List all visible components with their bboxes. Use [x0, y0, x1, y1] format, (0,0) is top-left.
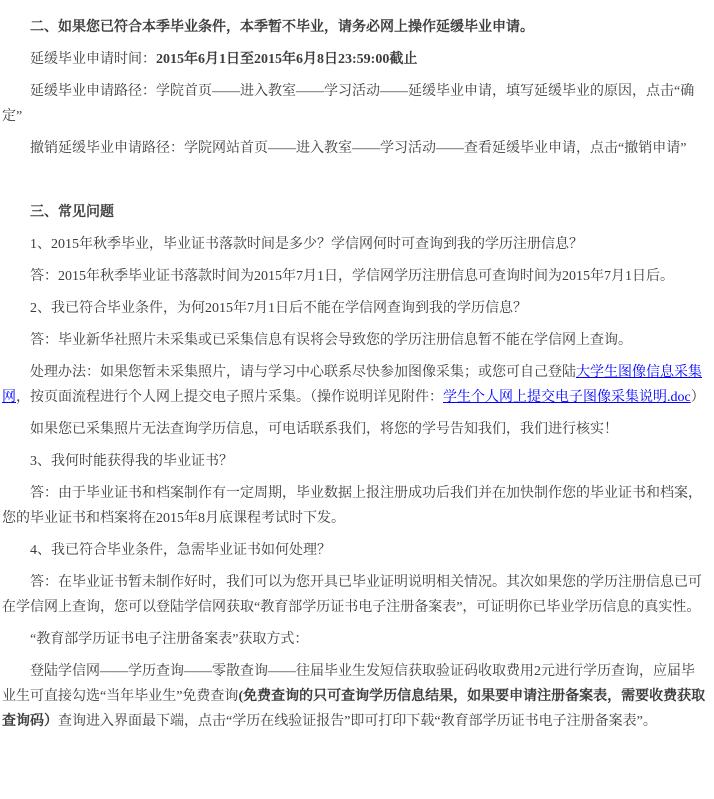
- faq-a2-solution-text: ）: [690, 390, 705, 405]
- faq-q3-text: 3、我何时能获得我的毕业证书？: [30, 454, 233, 469]
- section2-heading-text: 二、如果您已符合本季毕业条件，本季暂不毕业，请务必网上操作延缓毕业申请。: [30, 20, 534, 35]
- faq-q3: [2, 449, 708, 474]
- faq-q4: [2, 538, 708, 563]
- faq-a2-solution-text: 处理办法：如果您暂未采集照片，请与学习中心联系尽快参加图像采集；或您可自己登陆: [30, 365, 576, 380]
- section2-heading: [2, 15, 708, 40]
- record-form-method-detail-text: 查询进入界面最下端，点击“学历在线验证报告”即可打印下载“教育部学历证书电子注册备案表”。: [58, 714, 657, 729]
- faq-a4: [2, 570, 708, 620]
- faq-q4-text: 4、我已符合毕业条件，急需毕业证书如何处理？: [30, 543, 331, 558]
- faq-a2-text: 答：毕业新华社照片未采集或已采集信息有误将会导致您的学历注册信息暂不能在学信网上查询。: [30, 333, 632, 348]
- delay-cancel-path: [2, 136, 708, 161]
- faq-a2-note: [2, 417, 708, 442]
- faq-q2-text: 2、我已符合毕业条件，为何2015年7月1日后不能在学信网查询到我的学历信息？: [30, 301, 527, 316]
- faq-a3: [2, 481, 708, 531]
- image-collection-site-link[interactable]: 大学生图像信息采集网: [2, 365, 702, 405]
- delay-cancel-path-text: 撤销延缓毕业申请路径：学院网站首页——进入教室——学习活动——查看延缓毕业申请，点击“撤销申请”: [30, 141, 687, 156]
- faq-a4-text: 答：在毕业证书暂未制作好时，我们可以为您开具已毕业证明说明相关情况。其次如果您的学历注册信息已可在学信网上查询，您可以登陆学信网获取“教育部学历证书电子注册备案表”，可证明你已毕业学历信息的真实性。: [2, 575, 702, 615]
- faq-q1: [2, 232, 708, 257]
- spacer: [2, 168, 708, 193]
- faq-a1: [2, 264, 708, 289]
- record-form-method-heading: [2, 627, 708, 652]
- record-form-method-detail-text: 登陆学信网——学历查询——零散查询——往届毕业生发短信获取验证码收取费用2元进行学历查询，应届毕业生可直接勾选“当年毕业生”免费查询: [2, 664, 695, 704]
- delay-apply-time-text: 2015年6月1日至2015年6月8日23:59:00截止: [156, 52, 418, 67]
- section3-heading: [2, 200, 708, 225]
- faq-a2-note-text: 如果您已采集照片无法查询学历信息，可电话联系我们，将您的学号告知我们，我们进行核实！: [30, 422, 618, 437]
- attachment-doc-link[interactable]: 学生个人网上提交电子图像采集说明.doc: [443, 390, 691, 405]
- record-form-method-heading-text: “教育部学历证书电子注册备案表”获取方式：: [30, 632, 309, 647]
- section3-heading-text: 三、常见问题: [30, 205, 114, 220]
- faq-a1-text: 答：2015年秋季毕业证书落款时间为2015年7月1日，学信网学历注册信息可查询时间为2015年7月1日后。: [30, 269, 674, 284]
- delay-apply-time: [2, 47, 708, 72]
- faq-a2-solution: [2, 360, 708, 410]
- faq-q1-text: 1、2015年秋季毕业，毕业证书落款时间是多少？学信网何时可查询到我的学历注册信息？: [30, 237, 583, 252]
- delay-apply-path-text: 延缓毕业申请路径：学院首页——进入教室——学习活动——延缓毕业申请，填写延缓毕业的原因，点击“确定”: [2, 84, 695, 124]
- record-form-method-detail-text: (免费查询的只可查询学历信息结果，如果要申请注册备案表，需要收费获取查询码）: [2, 689, 706, 729]
- delay-apply-path: [2, 79, 708, 129]
- record-form-method-detail: [2, 659, 708, 734]
- faq-a2: [2, 328, 708, 353]
- faq-q2: [2, 296, 708, 321]
- delay-apply-time-text: 延缓毕业申请时间：: [30, 52, 156, 67]
- faq-a3-text: 答：由于毕业证书和档案制作有一定周期，毕业数据上报注册成功后我们并在加快制作您的毕业证书和档案，您的毕业证书和档案将在2015年8月底课程考试时下发。: [2, 486, 702, 526]
- faq-a2-solution-text: ，按页面流程进行个人网上提交电子照片采集。（操作说明详见附件：: [16, 390, 443, 405]
